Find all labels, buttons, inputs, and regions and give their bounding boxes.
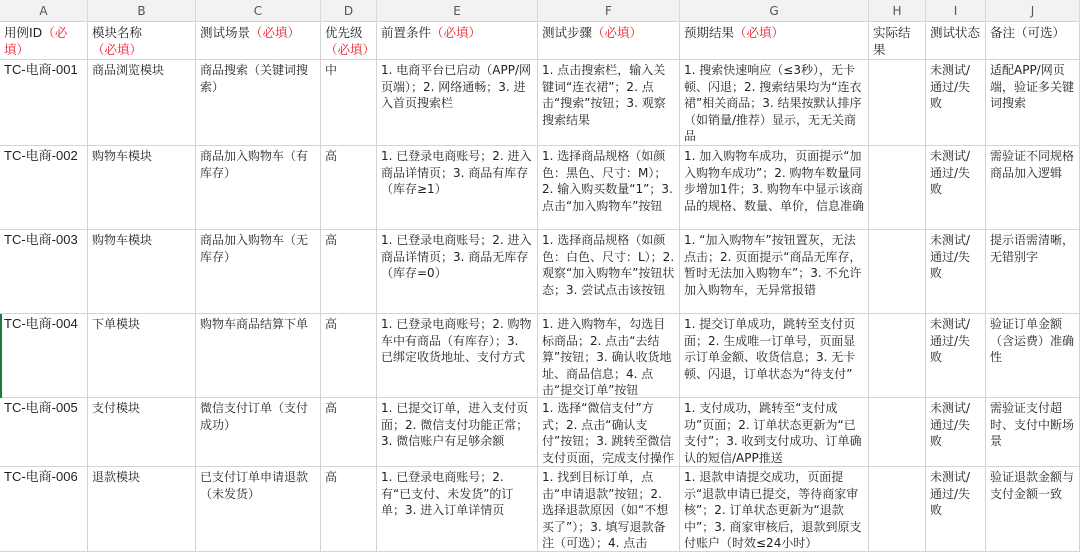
- header-cell-h[interactable]: [869, 22, 926, 60]
- required-marker: （必填）: [4, 25, 68, 57]
- required-marker: （必填）: [592, 25, 643, 40]
- data-cell-i[interactable]: 未测试/通过/失败: [926, 146, 986, 230]
- data-cell-b[interactable]: 下单模块: [88, 314, 196, 398]
- header-cell-g[interactable]: [680, 22, 869, 60]
- data-cell-c[interactable]: 商品加入购物车（有库存）: [196, 146, 321, 230]
- data-cell-f[interactable]: 1. 选择商品规格（如颜色：白色、尺寸：L）；2. 观察“加入购物车”按钮状态；3. 尝试点击该按钮: [538, 230, 680, 314]
- data-cell-a[interactable]: TC-电商-002: [0, 146, 88, 230]
- data-cell-i[interactable]: 未测试/通过/失败: [926, 398, 986, 467]
- data-cell-e[interactable]: 1. 已登录电商账号；2. 进入商品详情页；3. 商品无库存（库存=0）: [377, 230, 538, 314]
- data-cell-c[interactable]: 购物车商品结算下单: [196, 314, 321, 398]
- header-label: 前置条件: [381, 25, 432, 40]
- data-cell-j[interactable]: 验证退款金额与支付金额一致: [986, 467, 1080, 552]
- required-marker: （必填）: [325, 42, 376, 57]
- header-cell-i[interactable]: [926, 22, 986, 60]
- column-header-c[interactable]: C: [196, 0, 321, 22]
- active-cell-indicator: [0, 314, 2, 398]
- data-cell-b[interactable]: 购物车模块: [88, 146, 196, 230]
- data-cell-e[interactable]: 1. 电商平台已启动（APP/网页端）；2. 网络通畅；3. 进入首页搜索栏: [377, 60, 538, 146]
- data-cell-b[interactable]: 商品浏览模块: [88, 60, 196, 146]
- header-cell-e[interactable]: [377, 22, 538, 60]
- required-marker: （必填）: [250, 25, 301, 40]
- data-cell-f[interactable]: 1. 选择“微信支付”方式；2. 点击“确认支付”按钮；3. 跳转至微信支付页面，完成支付操作: [538, 398, 680, 467]
- data-cell-i[interactable]: 未测试/通过/失败: [926, 314, 986, 398]
- required-marker: （必填）: [431, 25, 482, 40]
- data-cell-h[interactable]: [869, 314, 926, 398]
- data-cell-i[interactable]: 未测试/通过/失败: [926, 467, 986, 552]
- data-cell-a[interactable]: TC-电商-005: [0, 398, 88, 467]
- column-header-f[interactable]: F: [538, 0, 680, 22]
- column-header-row: [0, 0, 1080, 22]
- header-cell-c[interactable]: [196, 22, 321, 60]
- data-cell-d[interactable]: 中: [321, 60, 377, 146]
- data-cell-c[interactable]: 已支付订单申请退款（未发货）: [196, 467, 321, 552]
- data-cell-g[interactable]: 1. 加入购物车成功，页面提示“加入购物车成功”；2. 购物车数量同步增加1件；3. 购物车中显示该商品的规格、数量、单价，信息准确: [680, 146, 869, 230]
- data-cell-c[interactable]: 微信支付订单（支付成功）: [196, 398, 321, 467]
- header-label: 用例ID: [4, 25, 43, 40]
- data-cell-d[interactable]: 高: [321, 230, 377, 314]
- header-label: 测试场景: [200, 25, 251, 40]
- column-header-g[interactable]: G: [680, 0, 869, 22]
- column-header-b[interactable]: B: [88, 0, 196, 22]
- data-cell-h[interactable]: [869, 146, 926, 230]
- data-cell-e[interactable]: 1. 已登录电商账号；2. 进入商品详情页；3. 商品有库存（库存≥1）: [377, 146, 538, 230]
- data-cell-j[interactable]: 验证订单金额（含运费）准确性: [986, 314, 1080, 398]
- required-marker: （必填）: [734, 25, 785, 40]
- data-cell-i[interactable]: 未测试/通过/失败: [926, 60, 986, 146]
- data-cell-b[interactable]: 退款模块: [88, 467, 196, 552]
- data-cell-h[interactable]: [869, 60, 926, 146]
- required-marker: （必填）: [92, 42, 143, 57]
- data-cell-f[interactable]: 1. 进入购物车，勾选目标商品；2. 点击“去结算”按钮；3. 确认收货地址、商品信息；4. 点击“提交订单”按钮: [538, 314, 680, 398]
- column-header-h[interactable]: H: [869, 0, 926, 22]
- data-cell-h[interactable]: [869, 230, 926, 314]
- data-cell-f[interactable]: 1. 点击搜索栏，输入关键词“连衣裙”；2. 点击“搜索”按钮；3. 观察搜索结果: [538, 60, 680, 146]
- data-cell-g[interactable]: 1. “加入购物车”按钮置灰，无法点击；2. 页面提示“商品无库存，暂时无法加入购物车”；3. 不允许加入购物车，无异常报错: [680, 230, 869, 314]
- data-cell-g[interactable]: 1. 支付成功，跳转至“支付成功”页面；2. 订单状态更新为“已支付”；3. 收到支付成功、订单确认的短信/APP推送: [680, 398, 869, 467]
- data-cell-d[interactable]: 高: [321, 146, 377, 230]
- header-label: 备注（可选）: [990, 25, 1066, 40]
- header-cell-a[interactable]: [0, 22, 88, 60]
- data-cell-a[interactable]: TC-电商-004: [0, 314, 88, 398]
- header-cell-d[interactable]: [321, 22, 377, 60]
- column-header-e[interactable]: E: [377, 0, 538, 22]
- data-cell-f[interactable]: 1. 找到目标订单，点击“申请退款”按钮；2. 选择退款原因（如“不想买了”）；3. 填写退款备注（可选）；4. 点击: [538, 467, 680, 552]
- data-cell-g[interactable]: 1. 退款申请提交成功，页面提示“退款申请已提交，等待商家审核”；2. 订单状态更新为“退款中”；3. 商家审核后，退款到原支付账户（时效≤24小时）: [680, 467, 869, 552]
- data-cell-d[interactable]: 高: [321, 467, 377, 552]
- column-header-a[interactable]: A: [0, 0, 88, 22]
- data-cell-e[interactable]: 1. 已登录电商账号；2. 购物车中有商品（有库存）；3. 已绑定收货地址、支付方式: [377, 314, 538, 398]
- data-cell-j[interactable]: 需验证不同规格商品加入逻辑: [986, 146, 1080, 230]
- header-cell-b[interactable]: [88, 22, 196, 60]
- data-cell-j[interactable]: 需验证支付超时、支付中断场景: [986, 398, 1080, 467]
- data-cell-a[interactable]: TC-电商-006: [0, 467, 88, 552]
- data-cell-a[interactable]: TC-电商-001: [0, 60, 88, 146]
- header-label: 测试步骤: [542, 25, 593, 40]
- data-cell-d[interactable]: 高: [321, 398, 377, 467]
- column-header-i[interactable]: I: [926, 0, 986, 22]
- header-label: 模块名称: [92, 25, 143, 40]
- header-cell-j[interactable]: [986, 22, 1080, 60]
- column-header-j[interactable]: J: [986, 0, 1080, 22]
- header-label: 实际结果: [873, 25, 911, 57]
- data-cell-g[interactable]: 1. 搜索快速响应（≤3秒），无卡顿、闪退；2. 搜索结果均为“连衣裙”相关商品；3. 结果按默认排序（如销量/推荐）显示，无无关商品: [680, 60, 869, 146]
- column-header-d[interactable]: D: [321, 0, 377, 22]
- data-cell-a[interactable]: TC-电商-003: [0, 230, 88, 314]
- data-cell-b[interactable]: 支付模块: [88, 398, 196, 467]
- data-cell-d[interactable]: 高: [321, 314, 377, 398]
- data-cell-f[interactable]: 1. 选择商品规格（如颜色：黑色、尺寸：M）；2. 输入购买数量“1”；3. 点击“加入购物车”按钮: [538, 146, 680, 230]
- header-label: 测试状态: [930, 25, 981, 40]
- data-cell-j[interactable]: 提示语需清晰，无错别字: [986, 230, 1080, 314]
- data-cell-g[interactable]: 1. 提交订单成功，跳转至支付页面；2. 生成唯一订单号，页面显示订单金额、收货信息；3. 无卡顿、闪退，订单状态为“待支付”: [680, 314, 869, 398]
- data-cell-h[interactable]: [869, 467, 926, 552]
- header-label: 优先级: [325, 25, 363, 40]
- data-cell-j[interactable]: 适配APP/网页端，验证多关键词搜索: [986, 60, 1080, 146]
- data-cell-h[interactable]: [869, 398, 926, 467]
- data-cell-b[interactable]: 购物车模块: [88, 230, 196, 314]
- data-cell-c[interactable]: 商品搜索（关键词搜索）: [196, 60, 321, 146]
- header-label: 预期结果: [684, 25, 735, 40]
- data-cell-e[interactable]: 1. 已提交订单，进入支付页面；2. 微信支付功能正常；3. 微信账户有足够余额: [377, 398, 538, 467]
- data-cell-e[interactable]: 1. 已登录电商账号；2. 有“已支付、未发货”的订单；3. 进入订单详情页: [377, 467, 538, 552]
- data-cell-i[interactable]: 未测试/通过/失败: [926, 230, 986, 314]
- header-cell-f[interactable]: [538, 22, 680, 60]
- data-cell-c[interactable]: 商品加入购物车（无库存）: [196, 230, 321, 314]
